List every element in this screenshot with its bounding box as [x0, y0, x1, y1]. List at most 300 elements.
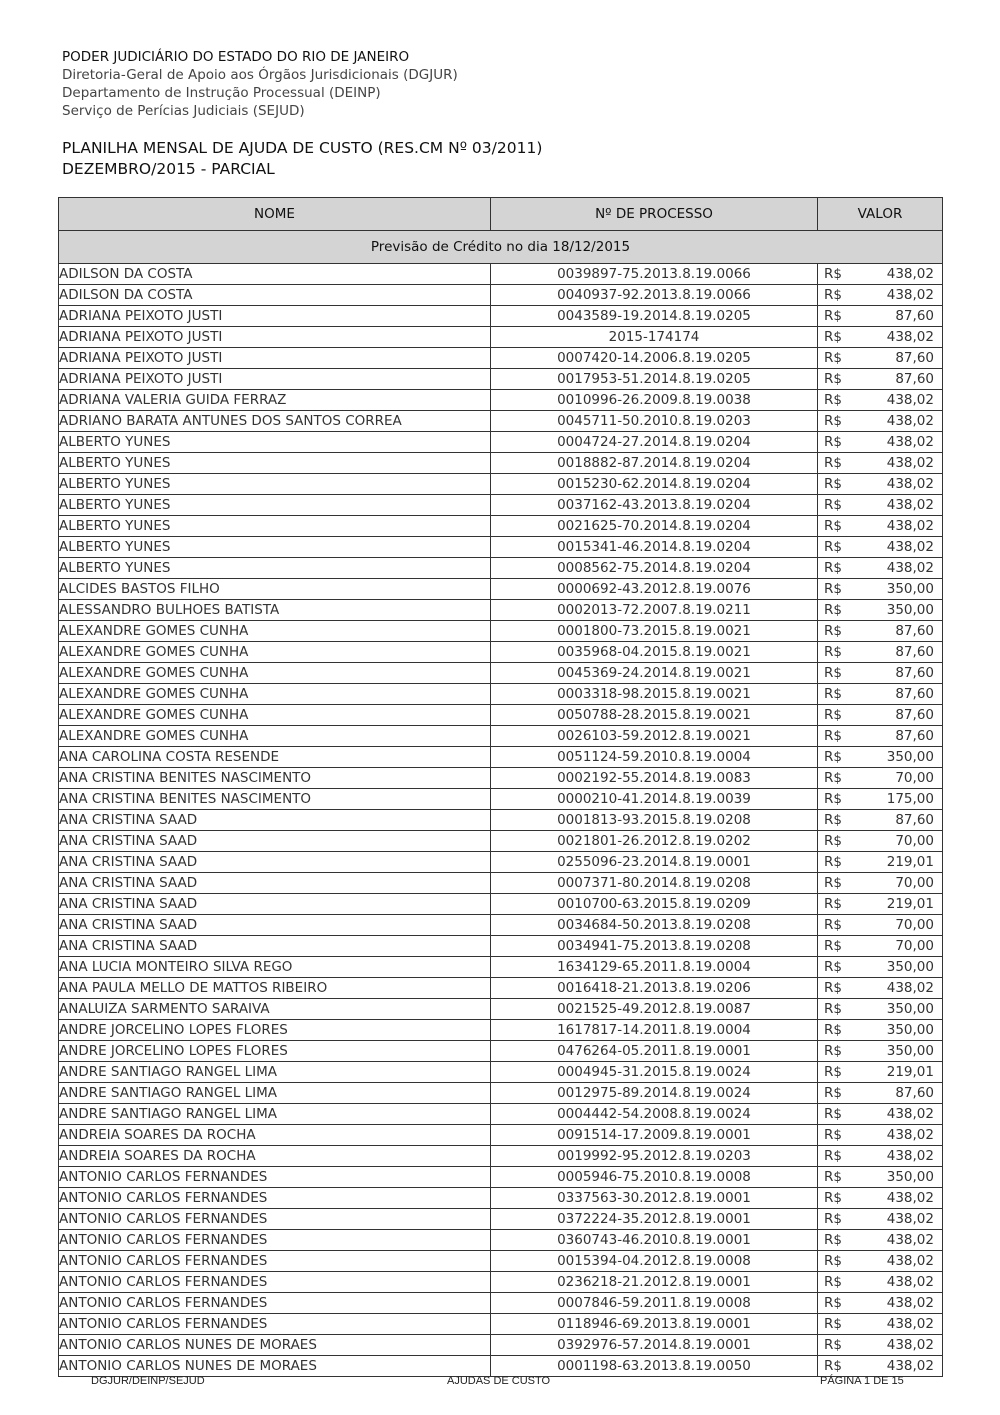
- cell-processo: 0002013-72.2007.8.19.0211: [491, 600, 818, 621]
- cell-valor: [818, 810, 943, 831]
- currency-symbol: R$: [824, 1169, 842, 1185]
- table-row: [59, 285, 943, 306]
- cell-nome: ANA CRISTINA BENITES NASCIMENTO: [59, 768, 491, 789]
- cell-nome: ANDRE SANTIAGO RANGEL LIMA: [59, 1083, 491, 1104]
- table-row: [59, 1041, 943, 1062]
- table-row: [59, 1062, 943, 1083]
- cell-valor: [818, 831, 943, 852]
- footer-page-number: PÁGINA 1 DE 15: [820, 1375, 904, 1387]
- amount: 438,02: [886, 476, 934, 492]
- cell-valor: [818, 579, 943, 600]
- cell-nome: ANDREIA SOARES DA ROCHA: [59, 1146, 491, 1167]
- cell-processo: 0034941-75.2013.8.19.0208: [491, 936, 818, 957]
- amount: 438,02: [886, 1211, 934, 1227]
- cell-nome: ALEXANDRE GOMES CUNHA: [59, 663, 491, 684]
- cell-processo: 0000210-41.2014.8.19.0039: [491, 789, 818, 810]
- cell-nome: ALCIDES BASTOS FILHO: [59, 579, 491, 600]
- cell-valor: [818, 1041, 943, 1062]
- amount: 438,02: [886, 560, 934, 576]
- table-row: [59, 894, 943, 915]
- table-row: [59, 1188, 943, 1209]
- amount: 438,02: [886, 980, 934, 996]
- amount: 87,60: [895, 707, 934, 723]
- cell-processo: 0021525-49.2012.8.19.0087: [491, 999, 818, 1020]
- currency-symbol: R$: [824, 791, 842, 807]
- table-row: [59, 369, 943, 390]
- amount: 438,02: [886, 1253, 934, 1269]
- currency-symbol: R$: [824, 434, 842, 450]
- amount: 70,00: [895, 875, 934, 891]
- amount: 438,02: [886, 1232, 934, 1248]
- cell-processo: 0012975-89.2014.8.19.0024: [491, 1083, 818, 1104]
- currency-symbol: R$: [824, 476, 842, 492]
- table-row: [59, 768, 943, 789]
- section-row: [59, 231, 943, 264]
- currency-symbol: R$: [824, 1295, 842, 1311]
- cell-valor: [818, 663, 943, 684]
- amount: 438,02: [886, 539, 934, 555]
- title-line-2: DEZEMBRO/2015 - PARCIAL: [62, 160, 275, 178]
- currency-symbol: R$: [824, 707, 842, 723]
- amount: 219,01: [886, 896, 934, 912]
- cell-nome: ANDRE JORCELINO LOPES FLORES: [59, 1041, 491, 1062]
- document-header: [62, 48, 942, 120]
- cell-processo: 0018882-87.2014.8.19.0204: [491, 453, 818, 474]
- cell-nome: ADRIANA PEIXOTO JUSTI: [59, 348, 491, 369]
- department-name: Departamento de Instrução Processual (DEINP): [62, 85, 381, 101]
- amount: 438,02: [886, 266, 934, 282]
- cell-nome: ANDREIA SOARES DA ROCHA: [59, 1125, 491, 1146]
- cell-processo: 0118946-69.2013.8.19.0001: [491, 1314, 818, 1335]
- cell-processo: 0001198-63.2013.8.19.0050: [491, 1356, 818, 1377]
- cell-valor: [818, 705, 943, 726]
- currency-symbol: R$: [824, 350, 842, 366]
- amount: 438,02: [886, 287, 934, 303]
- amount: 87,60: [895, 308, 934, 324]
- institution-name: PODER JUDICIÁRIO DO ESTADO DO RIO DE JANEIRO: [62, 49, 410, 65]
- cell-processo: 0010700-63.2015.8.19.0209: [491, 894, 818, 915]
- amount: 438,02: [886, 518, 934, 534]
- amount: 438,02: [886, 1358, 934, 1374]
- cell-valor: [818, 474, 943, 495]
- currency-symbol: R$: [824, 1106, 842, 1122]
- cell-processo: 0040937-92.2013.8.19.0066: [491, 285, 818, 306]
- currency-symbol: R$: [824, 413, 842, 429]
- cell-valor: [818, 789, 943, 810]
- cell-processo: 1634129-65.2011.8.19.0004: [491, 957, 818, 978]
- table-row: [59, 852, 943, 873]
- amount: 438,02: [886, 1127, 934, 1143]
- table-row: [59, 1125, 943, 1146]
- cell-valor: [818, 411, 943, 432]
- cell-nome: ANDRE SANTIAGO RANGEL LIMA: [59, 1062, 491, 1083]
- cell-valor: [818, 1335, 943, 1356]
- table-row: [59, 306, 943, 327]
- cell-processo: 0005946-75.2010.8.19.0008: [491, 1167, 818, 1188]
- cell-nome: ANALUIZA SARMENTO SARAIVA: [59, 999, 491, 1020]
- cell-nome: ANTONIO CARLOS FERNANDES: [59, 1167, 491, 1188]
- cell-valor: [818, 1062, 943, 1083]
- amount: 350,00: [886, 749, 934, 765]
- amount: 70,00: [895, 770, 934, 786]
- cell-valor: [818, 1314, 943, 1335]
- table-row: [59, 915, 943, 936]
- amount: 438,02: [886, 413, 934, 429]
- cell-valor: [818, 537, 943, 558]
- table-row: [59, 978, 943, 999]
- cell-valor: [818, 1251, 943, 1272]
- amount: 350,00: [886, 1022, 934, 1038]
- amount: 70,00: [895, 917, 934, 933]
- currency-symbol: R$: [824, 749, 842, 765]
- cell-processo: 0037162-43.2013.8.19.0204: [491, 495, 818, 516]
- expense-table: [58, 197, 943, 1377]
- table-row: [59, 999, 943, 1020]
- table-row: [59, 789, 943, 810]
- table-row: [59, 1020, 943, 1041]
- cell-valor: [818, 495, 943, 516]
- amount: 70,00: [895, 938, 934, 954]
- cell-valor: [818, 1356, 943, 1377]
- cell-processo: 0043589-19.2014.8.19.0205: [491, 306, 818, 327]
- table-row: [59, 810, 943, 831]
- table-row: [59, 1272, 943, 1293]
- table-row: [59, 474, 943, 495]
- cell-valor: [818, 915, 943, 936]
- cell-processo: 0007420-14.2006.8.19.0205: [491, 348, 818, 369]
- cell-valor: [818, 558, 943, 579]
- amount: 438,02: [886, 1190, 934, 1206]
- currency-symbol: R$: [824, 980, 842, 996]
- cell-valor: [818, 1146, 943, 1167]
- amount: 438,02: [886, 1106, 934, 1122]
- cell-processo: 0360743-46.2010.8.19.0001: [491, 1230, 818, 1251]
- cell-nome: ANTONIO CARLOS FERNANDES: [59, 1293, 491, 1314]
- cell-valor: [818, 1293, 943, 1314]
- section-label: Previsão de Crédito no dia 18/12/2015: [59, 231, 943, 264]
- amount: 87,60: [895, 623, 934, 639]
- table-row: [59, 348, 943, 369]
- table-row: [59, 1167, 943, 1188]
- cell-processo: 0015230-62.2014.8.19.0204: [491, 474, 818, 495]
- cell-nome: ALEXANDRE GOMES CUNHA: [59, 642, 491, 663]
- cell-valor: [818, 1188, 943, 1209]
- table-row: [59, 957, 943, 978]
- cell-valor: [818, 600, 943, 621]
- currency-symbol: R$: [824, 497, 842, 513]
- table-row: [59, 264, 943, 285]
- currency-symbol: R$: [824, 1358, 842, 1374]
- table-row: [59, 1251, 943, 1272]
- cell-valor: [818, 453, 943, 474]
- table-row: [59, 600, 943, 621]
- cell-valor: [818, 264, 943, 285]
- table-row: [59, 1293, 943, 1314]
- cell-nome: ALBERTO YUNES: [59, 558, 491, 579]
- amount: 438,02: [886, 1295, 934, 1311]
- amount: 438,02: [886, 329, 934, 345]
- cell-valor: [818, 852, 943, 873]
- currency-symbol: R$: [824, 938, 842, 954]
- table-row: [59, 1314, 943, 1335]
- cell-processo: 1617817-14.2011.8.19.0004: [491, 1020, 818, 1041]
- currency-symbol: R$: [824, 287, 842, 303]
- table-row: [59, 327, 943, 348]
- currency-symbol: R$: [824, 917, 842, 933]
- amount: 350,00: [886, 959, 934, 975]
- cell-valor: [818, 1272, 943, 1293]
- table-row: [59, 642, 943, 663]
- table-row: [59, 390, 943, 411]
- cell-processo: 0392976-57.2014.8.19.0001: [491, 1335, 818, 1356]
- currency-symbol: R$: [824, 623, 842, 639]
- table-row: [59, 831, 943, 852]
- cell-processo: 0021801-26.2012.8.19.0202: [491, 831, 818, 852]
- currency-symbol: R$: [824, 1127, 842, 1143]
- table-row: [59, 873, 943, 894]
- table-row: [59, 1104, 943, 1125]
- column-header-valor: VALOR: [818, 198, 943, 231]
- cell-valor: [818, 642, 943, 663]
- currency-symbol: R$: [824, 1085, 842, 1101]
- table-row: [59, 432, 943, 453]
- currency-symbol: R$: [824, 455, 842, 471]
- currency-symbol: R$: [824, 770, 842, 786]
- cell-valor: [818, 957, 943, 978]
- cell-valor: [818, 999, 943, 1020]
- table-row: [59, 705, 943, 726]
- currency-symbol: R$: [824, 308, 842, 324]
- cell-nome: ANA CRISTINA SAAD: [59, 831, 491, 852]
- currency-symbol: R$: [824, 1211, 842, 1227]
- cell-nome: ADRIANA PEIXOTO JUSTI: [59, 327, 491, 348]
- cell-processo: 0035968-04.2015.8.19.0021: [491, 642, 818, 663]
- cell-nome: ANA CRISTINA SAAD: [59, 894, 491, 915]
- cell-processo: 0016418-21.2013.8.19.0206: [491, 978, 818, 999]
- currency-symbol: R$: [824, 1043, 842, 1059]
- cell-nome: ANA LUCIA MONTEIRO SILVA REGO: [59, 957, 491, 978]
- cell-valor: [818, 873, 943, 894]
- cell-nome: ANTONIO CARLOS FERNANDES: [59, 1209, 491, 1230]
- table-header-row: [59, 198, 943, 231]
- cell-nome: ALBERTO YUNES: [59, 474, 491, 495]
- cell-valor: [818, 432, 943, 453]
- cell-processo: 0372224-35.2012.8.19.0001: [491, 1209, 818, 1230]
- cell-processo: 0045711-50.2010.8.19.0203: [491, 411, 818, 432]
- cell-nome: ANTONIO CARLOS FERNANDES: [59, 1272, 491, 1293]
- amount: 87,60: [895, 686, 934, 702]
- currency-symbol: R$: [824, 266, 842, 282]
- cell-nome: ADRIANA PEIXOTO JUSTI: [59, 306, 491, 327]
- cell-nome: ANA CAROLINA COSTA RESENDE: [59, 747, 491, 768]
- currency-symbol: R$: [824, 728, 842, 744]
- cell-nome: ANA CRISTINA BENITES NASCIMENTO: [59, 789, 491, 810]
- cell-nome: ANA CRISTINA SAAD: [59, 915, 491, 936]
- currency-symbol: R$: [824, 1148, 842, 1164]
- cell-valor: [818, 285, 943, 306]
- service-name: Serviço de Perícias Judiciais (SEJUD): [62, 103, 305, 119]
- footer-left: DGJUR/DEINP/SEJUD: [91, 1375, 205, 1387]
- cell-nome: ANTONIO CARLOS NUNES DE MORAES: [59, 1356, 491, 1377]
- currency-symbol: R$: [824, 602, 842, 618]
- amount: 438,02: [886, 1316, 934, 1332]
- cell-processo: 0007371-80.2014.8.19.0208: [491, 873, 818, 894]
- cell-nome: ALEXANDRE GOMES CUNHA: [59, 684, 491, 705]
- cell-processo: 0008562-75.2014.8.19.0204: [491, 558, 818, 579]
- table-row: [59, 1209, 943, 1230]
- footer-center: AJUDAS DE CUSTO: [447, 1375, 551, 1387]
- table-row: [59, 726, 943, 747]
- cell-processo: 0051124-59.2010.8.19.0004: [491, 747, 818, 768]
- cell-processo: 2015-174174: [491, 327, 818, 348]
- cell-processo: 0004724-27.2014.8.19.0204: [491, 432, 818, 453]
- amount: 350,00: [886, 581, 934, 597]
- cell-nome: ALBERTO YUNES: [59, 495, 491, 516]
- cell-processo: 0337563-30.2012.8.19.0001: [491, 1188, 818, 1209]
- table-row: [59, 663, 943, 684]
- amount: 70,00: [895, 833, 934, 849]
- currency-symbol: R$: [824, 665, 842, 681]
- table-row: [59, 747, 943, 768]
- cell-valor: [818, 1230, 943, 1251]
- currency-symbol: R$: [824, 812, 842, 828]
- cell-nome: ANA CRISTINA SAAD: [59, 852, 491, 873]
- cell-processo: 0004442-54.2008.8.19.0024: [491, 1104, 818, 1125]
- amount: 219,01: [886, 1064, 934, 1080]
- amount: 87,60: [895, 371, 934, 387]
- directorate-name: Diretoria-Geral de Apoio aos Órgãos Jurisdicionais (DGJUR): [62, 67, 458, 83]
- page-footer: [0, 1375, 1000, 1391]
- cell-processo: 0004945-31.2015.8.19.0024: [491, 1062, 818, 1083]
- currency-symbol: R$: [824, 854, 842, 870]
- cell-nome: ANTONIO CARLOS FERNANDES: [59, 1314, 491, 1335]
- cell-nome: ANA CRISTINA SAAD: [59, 936, 491, 957]
- title-line-1: PLANILHA MENSAL DE AJUDA DE CUSTO (RES.CM Nº 03/2011): [62, 139, 543, 157]
- cell-valor: [818, 348, 943, 369]
- cell-valor: [818, 621, 943, 642]
- cell-nome: ALBERTO YUNES: [59, 432, 491, 453]
- currency-symbol: R$: [824, 1064, 842, 1080]
- amount: 219,01: [886, 854, 934, 870]
- currency-symbol: R$: [824, 560, 842, 576]
- cell-processo: 0015394-04.2012.8.19.0008: [491, 1251, 818, 1272]
- cell-valor: [818, 1083, 943, 1104]
- table-row: [59, 936, 943, 957]
- amount: 438,02: [886, 1337, 934, 1353]
- table-row: [59, 579, 943, 600]
- amount: 87,60: [895, 665, 934, 681]
- currency-symbol: R$: [824, 329, 842, 345]
- cell-valor: [818, 747, 943, 768]
- currency-symbol: R$: [824, 1274, 842, 1290]
- cell-nome: ADRIANO BARATA ANTUNES DOS SANTOS CORREA: [59, 411, 491, 432]
- cell-processo: 0015341-46.2014.8.19.0204: [491, 537, 818, 558]
- cell-nome: ALBERTO YUNES: [59, 516, 491, 537]
- cell-processo: 0021625-70.2014.8.19.0204: [491, 516, 818, 537]
- table-row: [59, 684, 943, 705]
- cell-valor: [818, 390, 943, 411]
- cell-nome: ADRIANA VALERIA GUIDA FERRAZ: [59, 390, 491, 411]
- cell-nome: ALEXANDRE GOMES CUNHA: [59, 726, 491, 747]
- cell-processo: 0007846-59.2011.8.19.0008: [491, 1293, 818, 1314]
- amount: 87,60: [895, 644, 934, 660]
- currency-symbol: R$: [824, 392, 842, 408]
- cell-valor: [818, 768, 943, 789]
- cell-nome: ANDRE JORCELINO LOPES FLORES: [59, 1020, 491, 1041]
- cell-processo: 0050788-28.2015.8.19.0021: [491, 705, 818, 726]
- amount: 350,00: [886, 602, 934, 618]
- cell-processo: 0001800-73.2015.8.19.0021: [491, 621, 818, 642]
- cell-processo: 0000692-43.2012.8.19.0076: [491, 579, 818, 600]
- table-row: [59, 621, 943, 642]
- amount: 175,00: [886, 791, 934, 807]
- cell-valor: [818, 369, 943, 390]
- cell-nome: ADRIANA PEIXOTO JUSTI: [59, 369, 491, 390]
- cell-valor: [818, 1020, 943, 1041]
- cell-processo: 0039897-75.2013.8.19.0066: [491, 264, 818, 285]
- cell-nome: ANTONIO CARLOS FERNANDES: [59, 1251, 491, 1272]
- table-row: [59, 1356, 943, 1377]
- currency-symbol: R$: [824, 1316, 842, 1332]
- currency-symbol: R$: [824, 518, 842, 534]
- amount: 87,60: [895, 1085, 934, 1101]
- amount: 438,02: [886, 392, 934, 408]
- currency-symbol: R$: [824, 1232, 842, 1248]
- amount: 350,00: [886, 1001, 934, 1017]
- cell-nome: ANDRE SANTIAGO RANGEL LIMA: [59, 1104, 491, 1125]
- cell-nome: ADILSON DA COSTA: [59, 264, 491, 285]
- column-header-nome: NOME: [59, 198, 491, 231]
- amount: 87,60: [895, 350, 934, 366]
- table-row: [59, 516, 943, 537]
- cell-valor: [818, 1209, 943, 1230]
- cell-processo: 0045369-24.2014.8.19.0021: [491, 663, 818, 684]
- cell-processo: 0010996-26.2009.8.19.0038: [491, 390, 818, 411]
- amount: 87,60: [895, 812, 934, 828]
- currency-symbol: R$: [824, 581, 842, 597]
- cell-nome: ANA PAULA MELLO DE MATTOS RIBEIRO: [59, 978, 491, 999]
- table-row: [59, 411, 943, 432]
- currency-symbol: R$: [824, 371, 842, 387]
- currency-symbol: R$: [824, 644, 842, 660]
- amount: 350,00: [886, 1043, 934, 1059]
- table-row: [59, 1146, 943, 1167]
- cell-valor: [818, 726, 943, 747]
- amount: 438,02: [886, 434, 934, 450]
- cell-valor: [818, 1125, 943, 1146]
- currency-symbol: R$: [824, 833, 842, 849]
- cell-valor: [818, 978, 943, 999]
- cell-processo: 0476264-05.2011.8.19.0001: [491, 1041, 818, 1062]
- cell-valor: [818, 936, 943, 957]
- cell-nome: ANA CRISTINA SAAD: [59, 810, 491, 831]
- cell-processo: 0019992-95.2012.8.19.0203: [491, 1146, 818, 1167]
- currency-symbol: R$: [824, 1190, 842, 1206]
- cell-processo: 0255096-23.2014.8.19.0001: [491, 852, 818, 873]
- cell-nome: ANA CRISTINA SAAD: [59, 873, 491, 894]
- document-title: [62, 138, 942, 180]
- cell-nome: ANTONIO CARLOS NUNES DE MORAES: [59, 1335, 491, 1356]
- cell-nome: ADILSON DA COSTA: [59, 285, 491, 306]
- cell-valor: [818, 306, 943, 327]
- table-row: [59, 537, 943, 558]
- cell-processo: 0001813-93.2015.8.19.0208: [491, 810, 818, 831]
- cell-processo: 0034684-50.2013.8.19.0208: [491, 915, 818, 936]
- cell-nome: ANTONIO CARLOS FERNANDES: [59, 1230, 491, 1251]
- table-row: [59, 1335, 943, 1356]
- cell-nome: ALEXANDRE GOMES CUNHA: [59, 705, 491, 726]
- cell-nome: ALEXANDRE GOMES CUNHA: [59, 621, 491, 642]
